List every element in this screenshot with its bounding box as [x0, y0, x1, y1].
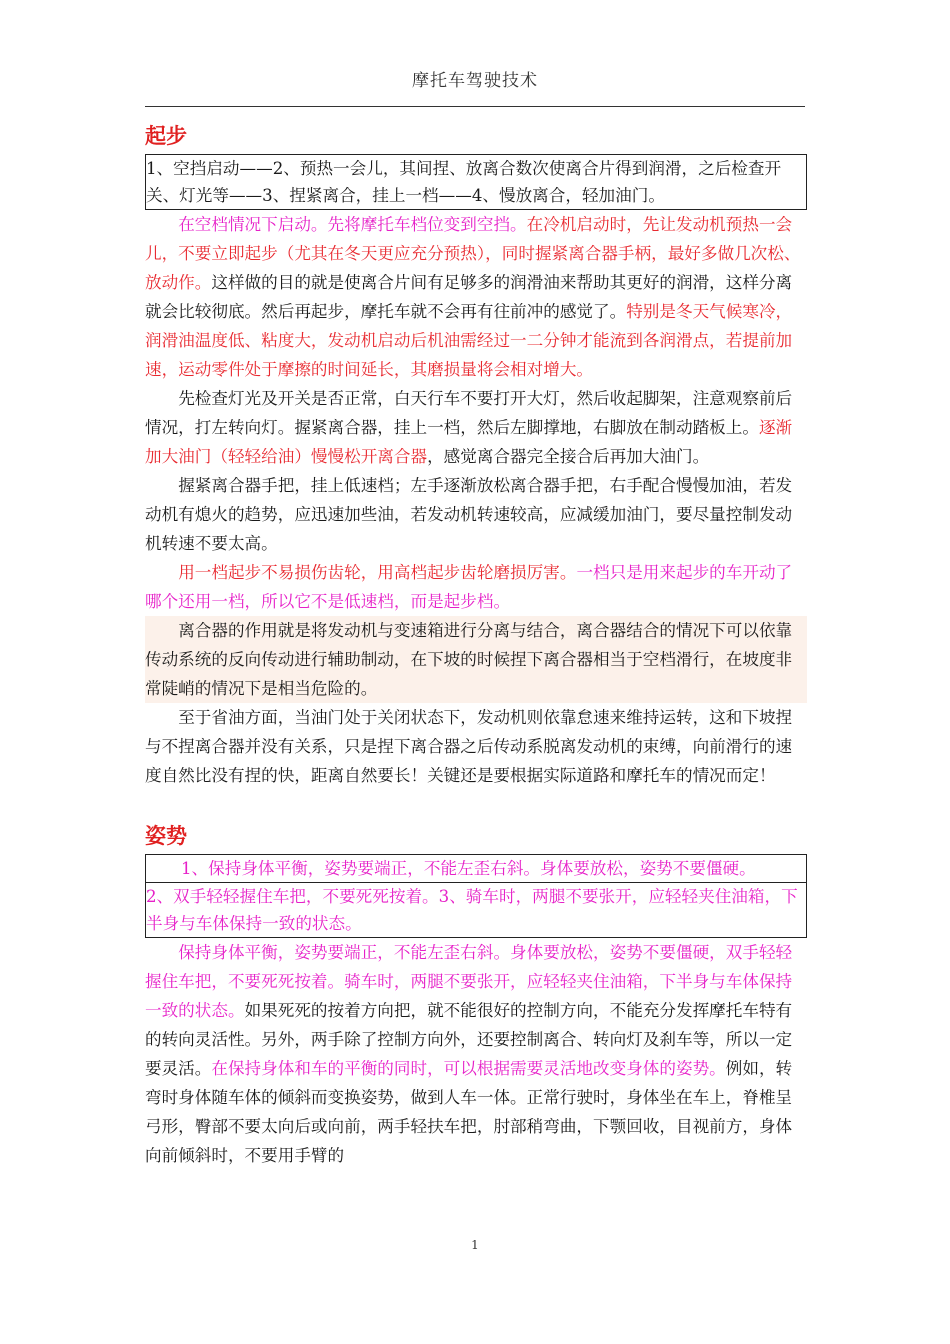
- paragraph-shaded: 离合器的作用就是将发动机与变速箱进行分离与结合，离合器结合的情况下可以依靠传动系统的反向传动进行辅助制动，在下坡的时候捏下离合器相当于空档滑行，在坡度非常陡峭的情况下是相当危险的。: [145, 616, 807, 703]
- highlight-text: 一档只是用来起步的车开动了哪个还用一档，所以它不是低速档，而是起步档。: [145, 563, 793, 611]
- highlight-text: 在保持身体和车的平衡的同时，可以根据需要灵活地改变身体的姿势。: [211, 1059, 726, 1078]
- emphasis-text: 逐渐加大油门（轻轻给油）慢慢松开离合器: [145, 418, 793, 466]
- paragraph: [145, 210, 807, 384]
- summary-line: 1、保持身体平衡，姿势要端正，不能左歪右斜。身体要放松，姿势不要僵硬。: [145, 854, 807, 883]
- summary-line: 2、双手轻轻握住车把，不要死死按着。3、骑车时，两腿不要张开，应轻轻夹住油箱，下半身与车体保持一致的状态。: [145, 883, 807, 938]
- highlight-text: 在空档情况下启动。先将摩托车档位变到空挡。: [178, 215, 527, 234]
- emphasis-text: 特别是冬天气候寒冷，润滑油温度低、粘度大，发动机启动后机油需经过一二分钟才能流到各润滑点，若提前加速，运动零件处于摩擦的时间延长，其磨损量将会相对增大。: [145, 302, 793, 379]
- body-text: 这样做的目的就是使离合片间有足够多的润滑油来帮助其更好的润滑，这样分离就会比较彻底。然后再起步，摩托车就不会再有往前冲的感觉了。: [145, 273, 793, 321]
- paragraph: [145, 384, 807, 471]
- body-text: ，感觉离合器完全接合后再加大油门。: [427, 447, 710, 466]
- emphasis-text: 在冷机启动时，先让发动机预热一会儿，不要立即起步（尤其在冬天更应充分预热），同时握紧离合器手柄，最好多做几次松、放动作。: [145, 215, 801, 292]
- highlight-text: 保持身体平衡，姿势要端正，不能左歪右斜。身体要放松，姿势不要僵硬，双手轻轻握住车把，不要死死按着。骑车时，两腿不要张开，应轻轻夹住油箱，下半身与车体保持一致的状态。: [145, 943, 793, 1020]
- section-heading-qibu: 起步: [145, 124, 187, 148]
- section-summary-box: 1、空挡启动——2、预热一会儿，其间捏、放离合数次使离合片得到润滑，之后检查开关、灯光等——3、捏紧离合，挂上一档——4、慢放离合，轻加油门。: [145, 154, 807, 210]
- page-header-title: 摩托车驾驶技术: [412, 71, 538, 91]
- section-heading-zishi: 姿势: [145, 824, 187, 848]
- section-gap: [145, 790, 807, 818]
- body-text: 例如，转弯时身体随车体的倾斜而变换姿势，做到人车一体。正常行驶时，身体坐在车上，脊椎呈弓形，臀部不要太向后或向前，两手轻扶车把，肘部稍弯曲，下颚回收，目视前方，身体向前倾斜时，不要用手臂的: [145, 1059, 793, 1165]
- header-rule: [145, 106, 805, 107]
- emphasis-text: 用一档起步不易损伤齿轮，用高档起步齿轮磨损厉害。: [178, 563, 577, 582]
- section-summary-box: [145, 854, 807, 938]
- paragraph: 握紧离合器手把，挂上低速档；左手逐渐放松离合器手把，右手配合慢慢加油，若发动机有熄火的趋势，应迅速加些油，若发动机转速较高，应减缓加油门，要尽量控制发动机转速不要太高。: [145, 476, 793, 553]
- body-text: 先检查灯光及开关是否正常，白天行车不要打开大灯，然后收起脚架，注意观察前后情况，打左转向灯。握紧离合器，挂上一档，然后左脚撑地，右脚放在制动踏板上。: [145, 389, 793, 437]
- paragraph: [145, 938, 807, 1170]
- page-number: 1: [471, 1238, 479, 1252]
- body-text: 如果死死的按着方向把，就不能很好的控制方向，不能充分发挥摩托车特有的转向灵活性。另外，两手除了控制方向外，还要控制离合、转向灯及刹车等，所以一定要灵活。: [145, 1001, 793, 1078]
- page-content: [145, 118, 807, 1170]
- paragraph: [145, 558, 807, 616]
- paragraph: 至于省油方面，当油门处于关闭状态下，发动机则依靠怠速来维持运转，这和下坡捏与不捏离合器并没有关系，只是捏下离合器之后传动系脱离发动机的束缚，向前滑行的速度自然比没有捏的快，距离自然要长！关键还是要根据实际道路和摩托车的情况而定！: [145, 708, 793, 785]
